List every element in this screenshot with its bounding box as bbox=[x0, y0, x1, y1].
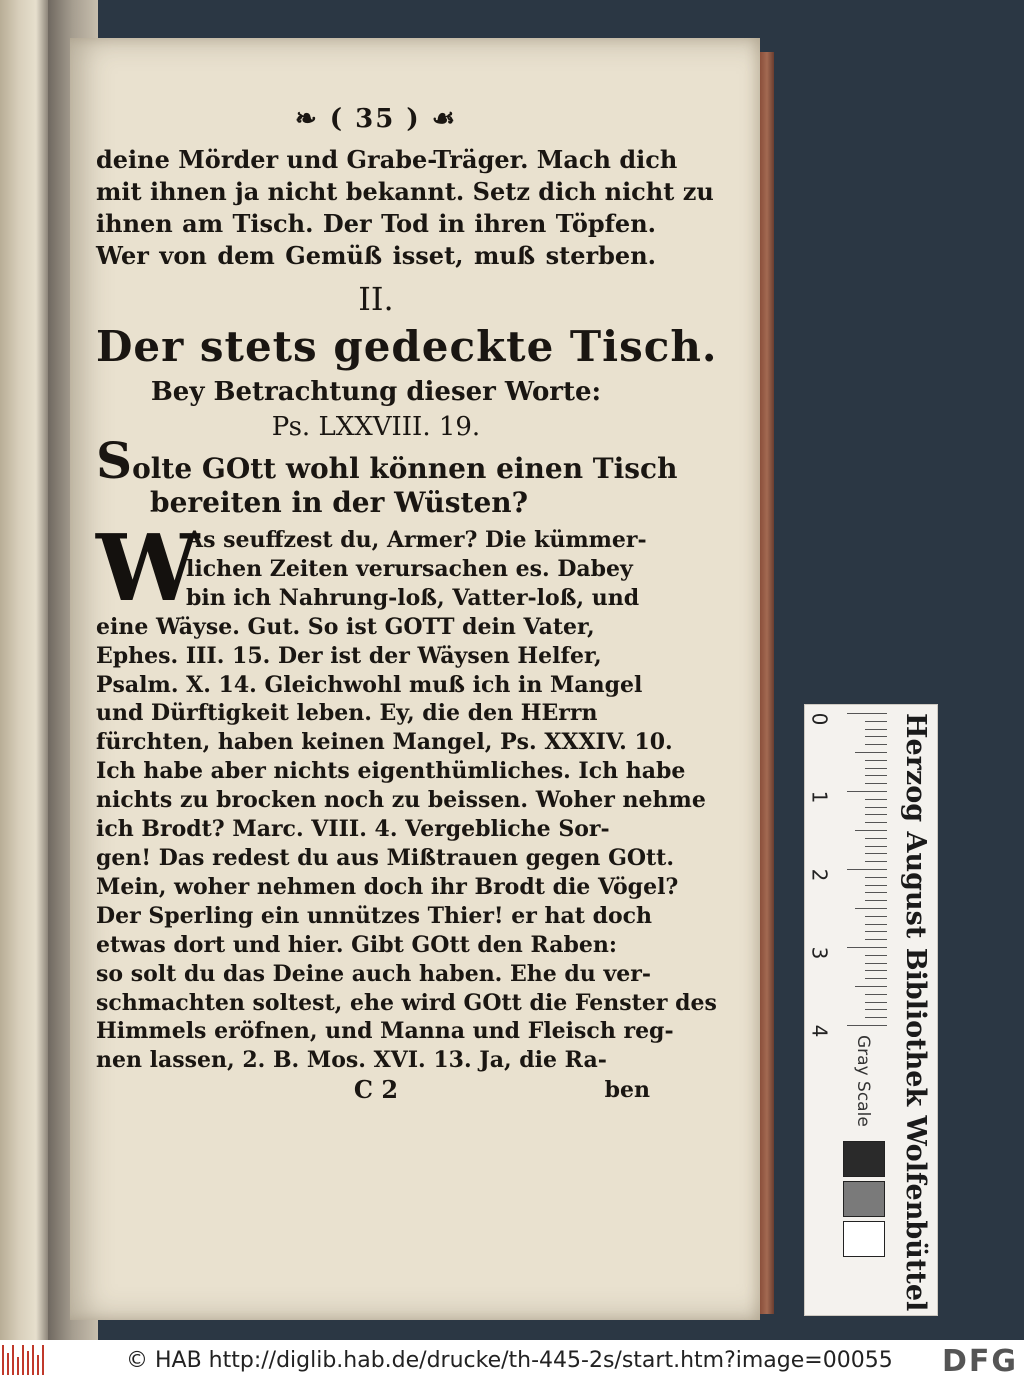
ruler-tick bbox=[865, 931, 887, 932]
text-line: bin ich Nahrung-loß, Vatter-loß, und bbox=[186, 584, 640, 611]
page-header bbox=[96, 104, 656, 134]
ruler-tick bbox=[865, 822, 887, 823]
ruler-tick bbox=[865, 885, 887, 886]
ruler-tick bbox=[865, 807, 887, 808]
text-line: deine Mörder und Grabe-Träger. Mach dich bbox=[96, 145, 678, 174]
text-line: so solt du das Deine auch haben. Ehe du ver- bbox=[96, 960, 651, 987]
text-line: gen! Das redest du aus Mißtrauen gegen GOtt. bbox=[96, 844, 675, 871]
ruler-number: 4 bbox=[807, 1024, 832, 1038]
barcode-icon bbox=[2, 1345, 52, 1375]
section-title: Der stets gedeckte Tisch. bbox=[96, 322, 718, 371]
ruler-tick bbox=[865, 877, 887, 878]
dfg-logo: DFG bbox=[941, 1344, 1018, 1379]
ruler-tick bbox=[847, 947, 887, 948]
ruler-tick bbox=[865, 744, 887, 745]
gray-scale-label: Gray Scale bbox=[853, 1035, 873, 1127]
gray-swatch bbox=[843, 1181, 885, 1217]
text-line: Ich habe aber nichts eigenthümliches. Ich habe bbox=[96, 758, 686, 785]
ornament-left-icon: ❧ bbox=[294, 104, 330, 134]
ruler-tick bbox=[865, 1009, 887, 1010]
ruler-number: 3 bbox=[807, 946, 832, 960]
ruler-tick bbox=[855, 986, 887, 987]
signature-line bbox=[96, 1075, 656, 1105]
library-name: Herzog August Bibliothek Wolfenbüttel bbox=[900, 713, 931, 1312]
text-line: ich Brodt? Marc. VIII. 4. Vergebliche Sor- bbox=[96, 816, 610, 843]
footer-bar bbox=[0, 1340, 1024, 1380]
ruler-tick bbox=[847, 1025, 887, 1026]
ruler-tick bbox=[865, 721, 887, 722]
ruler-number: 0 bbox=[807, 712, 832, 726]
page-text bbox=[96, 104, 718, 1105]
ruler-tick bbox=[865, 978, 887, 979]
text-line: etwas dort und hier. Gibt GOtt den Raben: bbox=[96, 931, 617, 958]
section-number: II. bbox=[358, 280, 394, 318]
page-edge bbox=[760, 52, 774, 1314]
verse-initial: S bbox=[96, 431, 133, 490]
text-line: Der Sperling ein unnützes Thier! er hat doch bbox=[96, 902, 653, 929]
opening-lines bbox=[96, 144, 714, 272]
ruler-tick bbox=[865, 924, 887, 925]
verse-line-1 bbox=[96, 431, 678, 490]
ruler-tick bbox=[865, 799, 887, 800]
text-line: schmachten soltest, ehe wird GOtt die Fenster des bbox=[96, 989, 717, 1016]
text-line: mit ihnen ja nicht bekannt. Setz dich nicht zu bbox=[96, 177, 714, 206]
ornament-right-icon: ☙ bbox=[420, 104, 458, 134]
ruler-tick bbox=[847, 713, 887, 714]
page-number: ( 35 ) bbox=[329, 104, 421, 134]
ruler-number: 1 bbox=[807, 790, 832, 804]
gray-swatch bbox=[843, 1141, 885, 1177]
ruler-tick bbox=[865, 783, 887, 784]
text-line: As seuffzest du, Armer? Die kümmer- bbox=[186, 527, 647, 553]
text-line: lichen Zeiten verursachen es. Dabey bbox=[186, 555, 633, 582]
ruler-tick bbox=[865, 838, 887, 839]
body-text bbox=[96, 514, 717, 1075]
text-line: Wer von dem Gemüß isset, muß sterben. bbox=[96, 241, 656, 270]
ruler-tick bbox=[865, 846, 887, 847]
ruler-tick bbox=[865, 994, 887, 995]
text-line: eine Wäyse. Gut. So ist GOTT dein Vater, bbox=[96, 613, 595, 640]
text-line: nen lassen, 2. B. Mos. XVI. 13. Ja, die Ra- bbox=[96, 1047, 607, 1074]
section-subtitle: Bey Betrachtung dieser Worte: bbox=[150, 377, 602, 407]
text-line: nichts zu brocken noch zu beissen. Woher nehme bbox=[96, 787, 706, 814]
ruler-tick bbox=[865, 736, 887, 737]
ruler-tick bbox=[865, 853, 887, 854]
text-line: Psalm. X. 14. Gleichwohl muß ich in Mangel bbox=[96, 671, 643, 698]
ruler-tick bbox=[865, 861, 887, 862]
ruler-tick bbox=[865, 916, 887, 917]
facing-page-edge bbox=[0, 0, 48, 1340]
ruler-scale bbox=[809, 713, 889, 1043]
ruler-tick bbox=[847, 869, 887, 870]
text-line: Mein, woher nehmen doch ihr Brodt die Vögel? bbox=[96, 873, 679, 900]
ruler-tick bbox=[855, 908, 887, 909]
ruler-tick bbox=[865, 939, 887, 940]
drop-cap-initial: W bbox=[96, 514, 200, 622]
ruler-tick bbox=[865, 900, 887, 901]
ruler-tick bbox=[865, 1002, 887, 1003]
ruler-tick bbox=[865, 892, 887, 893]
text-line: Ephes. III. 15. Der ist der Wäysen Helfer, bbox=[96, 642, 602, 669]
gray-swatch bbox=[843, 1221, 885, 1257]
ruler-tick bbox=[865, 1017, 887, 1018]
psalm-reference: Ps. LXXVIII. 19. bbox=[271, 412, 481, 442]
text-line: und Dürftigkeit leben. Ey, die den HErrn bbox=[96, 700, 598, 727]
ruler-number: 2 bbox=[807, 868, 832, 882]
catchword: ben bbox=[604, 1077, 650, 1104]
text-line: ihnen am Tisch. Der Tod in ihren Töpfen. bbox=[96, 209, 656, 238]
verse-text-1: olte GOtt wohl können einen Tisch bbox=[132, 452, 678, 485]
footer-citation[interactable]: © HAB http://diglib.hab.de/drucke/th-445-2s/start.htm?image=00055 bbox=[126, 1347, 893, 1373]
ruler-tick bbox=[865, 970, 887, 971]
verse-line-2: bereiten in der Wüsten? bbox=[150, 486, 529, 519]
ruler-tick bbox=[847, 791, 887, 792]
facing-page-text-fragment bbox=[2, 140, 44, 1140]
scale-ruler bbox=[804, 704, 938, 1316]
ruler-tick bbox=[865, 768, 887, 769]
ruler-tick bbox=[855, 752, 887, 753]
ruler-tick bbox=[865, 814, 887, 815]
ruler-tick bbox=[855, 830, 887, 831]
ruler-tick bbox=[865, 963, 887, 964]
text-line: fürchten, haben keinen Mangel, Ps. XXXIV. 10. bbox=[96, 729, 673, 756]
ruler-tick bbox=[865, 760, 887, 761]
ruler-tick bbox=[865, 729, 887, 730]
signature-mark: C 2 bbox=[353, 1075, 399, 1105]
text-line: Himmels eröfnen, und Manna und Fleisch reg- bbox=[96, 1018, 674, 1045]
ruler-tick bbox=[865, 775, 887, 776]
ruler-tick bbox=[865, 955, 887, 956]
